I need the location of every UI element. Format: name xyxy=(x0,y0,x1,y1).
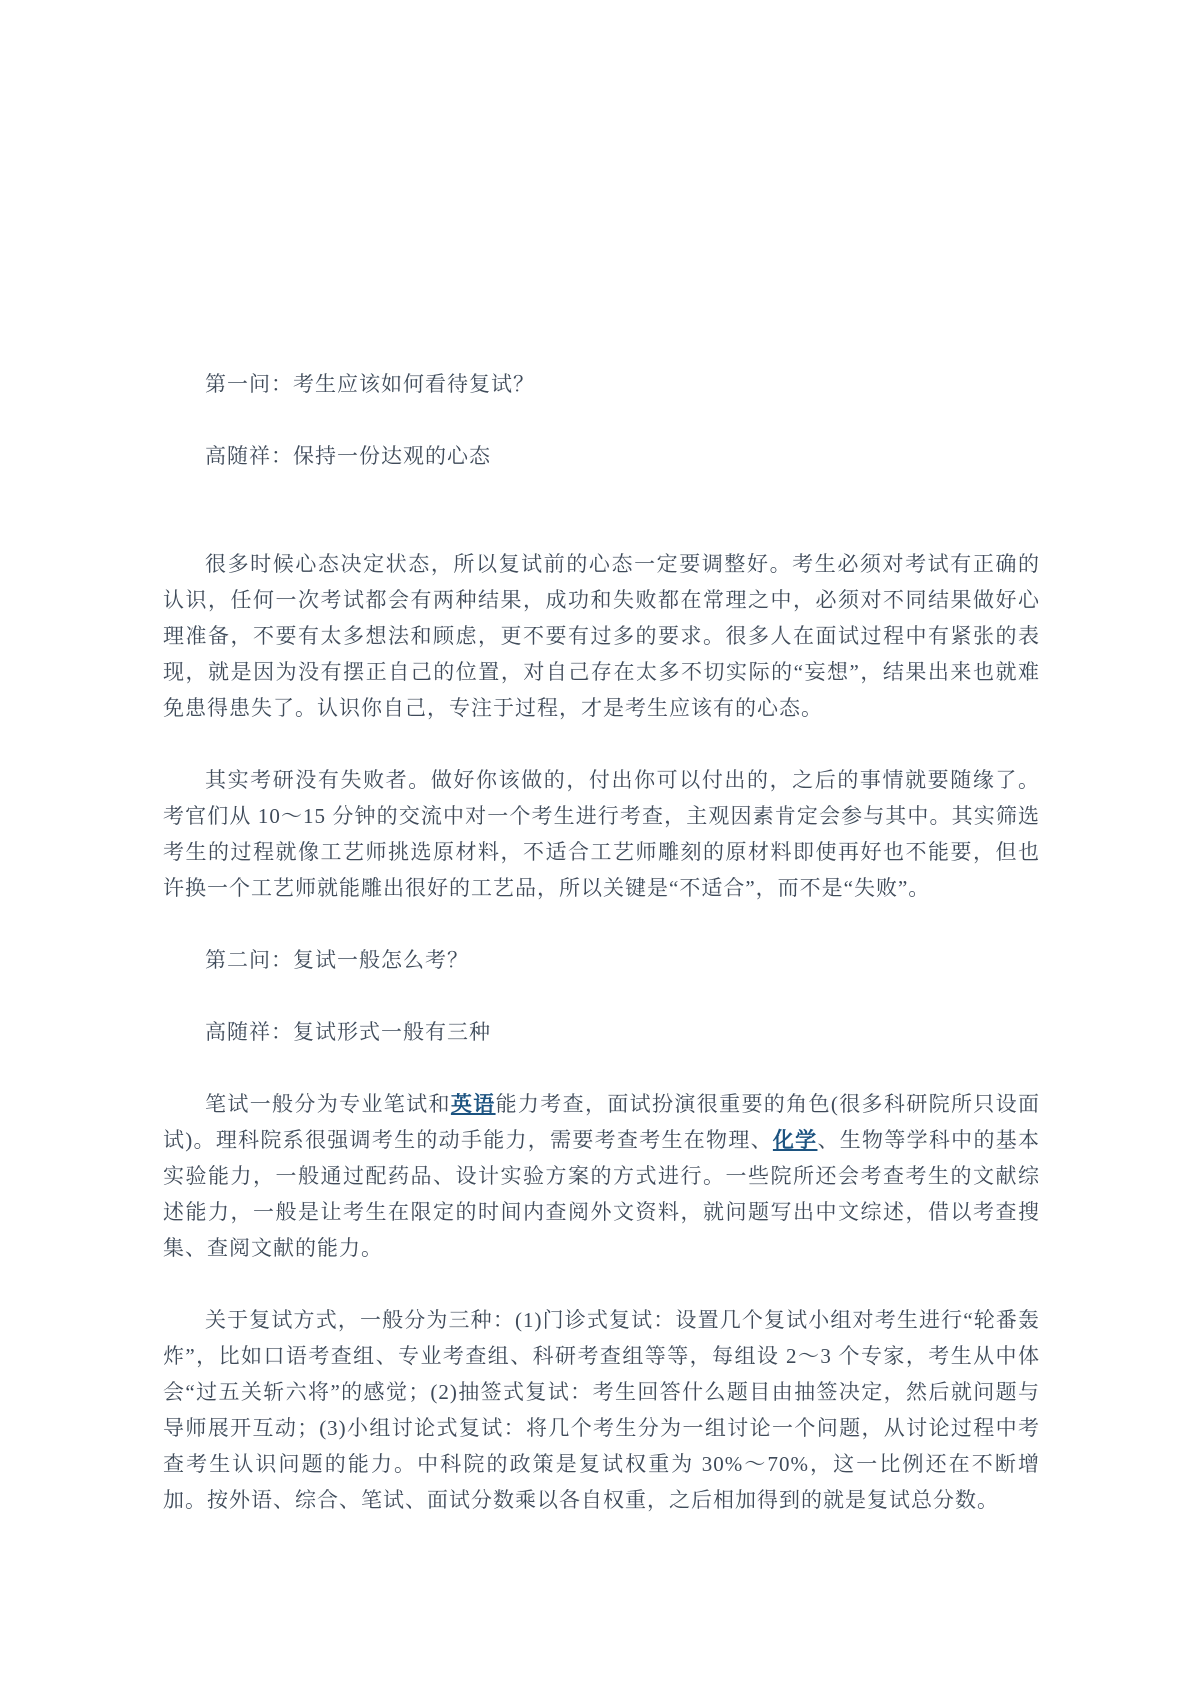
body-paragraph xyxy=(163,1086,1040,1266)
text-run: 第二问：复试一般怎么考？ xyxy=(205,948,469,972)
heading-line xyxy=(163,438,1040,474)
text-run: 能力考查，面试扮演很重要的角色(很多科研院所只设面试)。理科院系很强调考生的动手能力，需要考查考生在物理、 xyxy=(163,1092,1041,1152)
inline-link[interactable]: 英语 xyxy=(450,1092,496,1116)
inline-link[interactable]: 化学 xyxy=(772,1128,818,1152)
text-run: 、生物等学科中的基本实验能力，一般通过配药品、设计实验方案的方式进行。一些院所还会考查考生的文献综述能力，一般是让考生在限定的时间内查阅外文资料，就问题写出中文综述，借以考查搜集、查阅文献的能力。 xyxy=(163,1128,1041,1260)
body-paragraph xyxy=(163,546,1040,726)
text-run: 笔试一般分为专业笔试和 xyxy=(205,1092,451,1116)
text-run: 高随祥：保持一份达观的心态 xyxy=(205,444,491,468)
text-run: 很多时候心态决定状态，所以复试前的心态一定要调整好。考生必须对考试有正确的认识，任何一次考试都会有两种结果，成功和失败都在常理之中，必须对不同结果做好心理准备，不要有太多想法和顾虑，更不要有过多的要求。很多人在面试过程中有紧张的表现，就是因为没有摆正自己的位置，对自己存在太多不切实际的“妄想”，结果出来也就难免患得患失了。认识你自己，专注于过程，才是考生应该有的心态。 xyxy=(163,552,1040,720)
heading-line xyxy=(163,1014,1040,1050)
heading-line xyxy=(163,942,1040,978)
text-run: 高随祥：复试形式一般有三种 xyxy=(205,1020,491,1044)
body-paragraph xyxy=(163,762,1040,906)
heading-line xyxy=(163,366,1040,402)
text-run: 其实考研没有失败者。做好你该做的，付出你可以付出的，之后的事情就要随缘了。考官们从 10～15 分钟的交流中对一个考生进行考查，主观因素肯定会参与其中。其实筛选考生的过程就像工艺师挑选原材料，不适合工艺师雕刻的原材料即使再好也不能要，但也许换一个工艺师就能雕出很好的工艺品，所以关键是“不适合”，而不是“失败”。 xyxy=(163,768,1040,900)
text-run: 第一问：考生应该如何看待复试？ xyxy=(205,372,535,396)
body-paragraph xyxy=(163,1302,1040,1518)
text-run: 关于复试方式，一般分为三种：(1)门诊式复试：设置几个复试小组对考生进行“轮番轰炸”，比如口语考查组、专业考查组、科研考查组等等，每组设 2～3 个专家，考生从中体会“过五关斩六将”的感觉；(2)抽签式复试：考生回答什么题目由抽签决定，然后就问题与导师展开互动；(3)小组讨论式复试：将几个考生分为一组讨论一个问题，从讨论过程中考查考生认识问题的能力。中科院的政策是复试权重为 30%～70%，这一比例还在不断增加。按外语、综合、笔试、面试分数乘以各自权重，之后相加得到的就是复试总分数。 xyxy=(163,1308,1040,1512)
